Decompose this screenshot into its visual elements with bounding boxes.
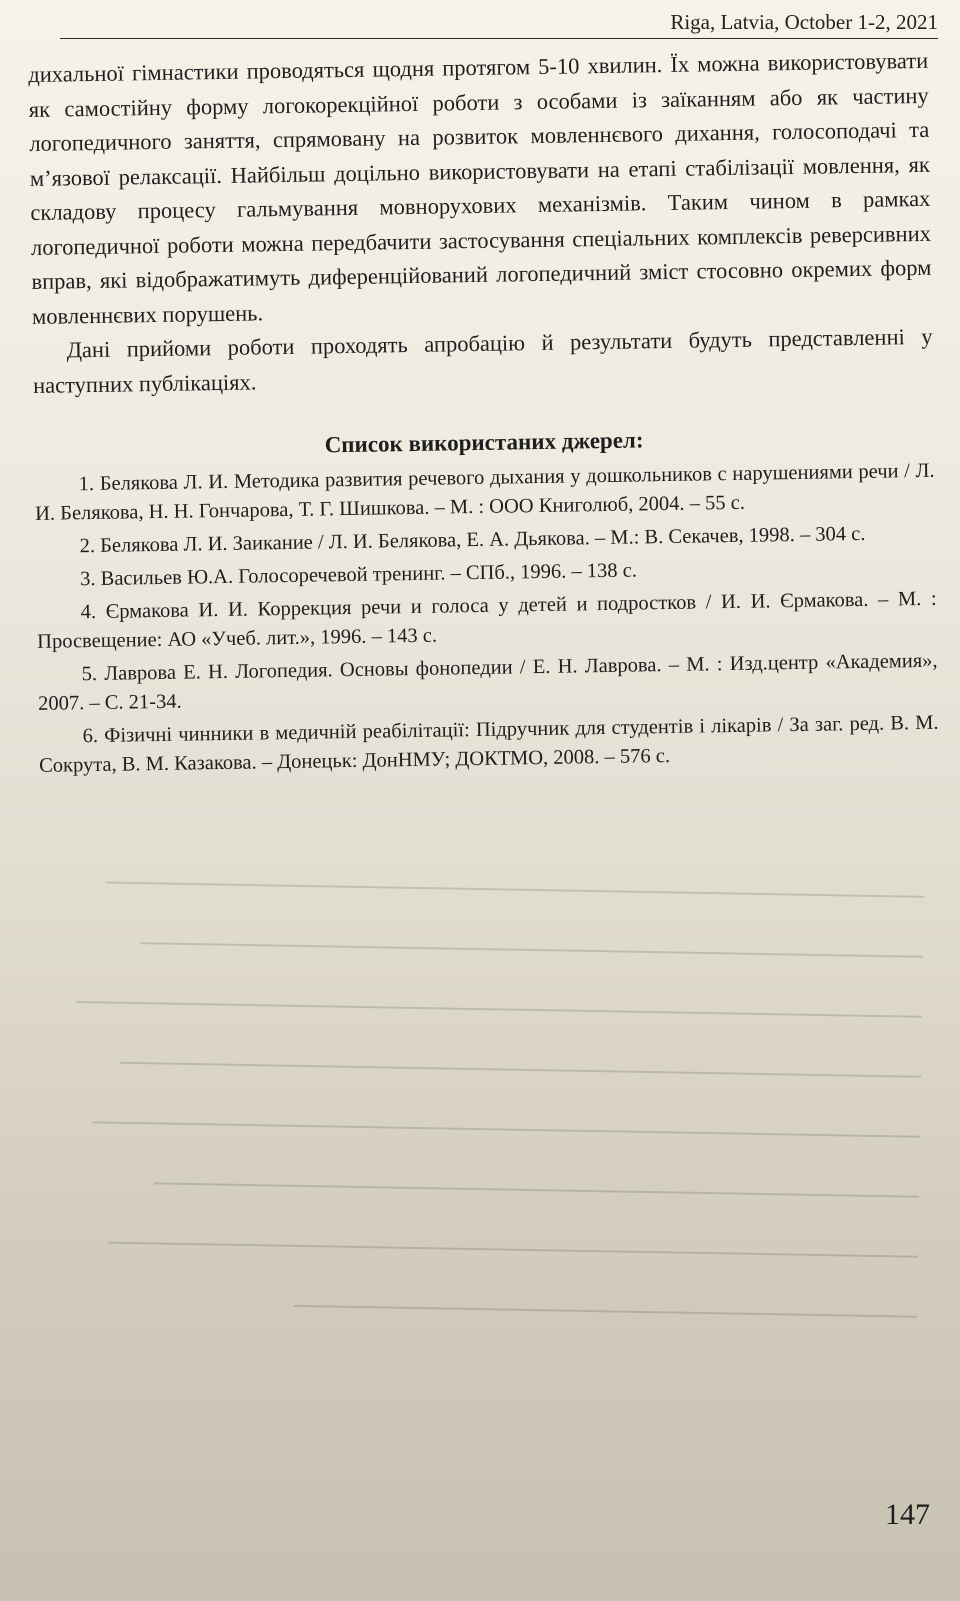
reference-item: 1. Белякова Л. И. Методика развития речевого дыхания у дошкольников с нарушениями речи / Л. И. Белякова, Н. Н. Гончарова, Т. Г. Шишкова. – М. : ООО Книголюб, 2004. – 55 с.	[34, 459, 935, 525]
show-through-texture	[26, 872, 925, 1407]
main-text	[28, 44, 939, 781]
running-header: Riga, Latvia, October 1-2, 2021	[60, 6, 938, 39]
references-list	[34, 457, 939, 781]
reference-item: 6. Фізичні чинники в медичній реабілітації: Підручник для студентів і лікарів / За заг. ред. В. М. Сокрута, В. М. Казакова. – Донецьк: ДонНМУ; ДОКТМО, 2008. – 576 с.	[38, 711, 939, 777]
reference-item: 3. Васильев Ю.А. Голосоречевой тренинг. – СПб., 1996. – 138 с.	[80, 559, 638, 591]
references-title: Список використаних джерел:	[324, 427, 644, 458]
page-number: 147	[885, 1498, 930, 1531]
reference-item: 5. Лаврова Е. Н. Логопедия. Основы фонопедии / Е. Н. Лаврова. – М. : Изд.центр «Академия», 2007. – С. 21-34.	[37, 649, 938, 715]
reference-item: 2. Белякова Л. И. Заикание / Л. И. Белякова, Е. А. Дьякова. – М.: В. Секачев, 1998. – 304 с.	[79, 522, 866, 558]
body-paragraph-2: Дані прийоми роботи проходять апробацію й результати будуть представленні у наступних публікаціях.	[32, 323, 933, 398]
reference-item: 4. Єрмакова И. И. Коррекция речи и голоса у детей и подростков / И. И. Єрмакова. – М. : Просвещение: АО «Учеб. лит.», 1996. – 143 с.	[37, 587, 937, 653]
body-paragraph-1: дихальної гімнастики проводяться щодня протягом 5-10 хвилин. Їх можна використовувати як самостійну форму логокорекційної роботи з особами із заїканням або як частину логопедичного заняття, спрямовану на розвиток мовленнєвого дихання, голосоподачі та м’язової релаксації. Найбільш доцільно використовувати на етапі стабілізації мовлення, як складову процесу гальмування мовнорухових механізмів. Таким чином в рамках логопедичної роботи можна передбачити застосування спеціальних комплексів реверсивних вправ, які відображатимуть диференційований логопедичний зміст стосовно окремих форм мовленнєвих порушень.	[28, 47, 932, 329]
